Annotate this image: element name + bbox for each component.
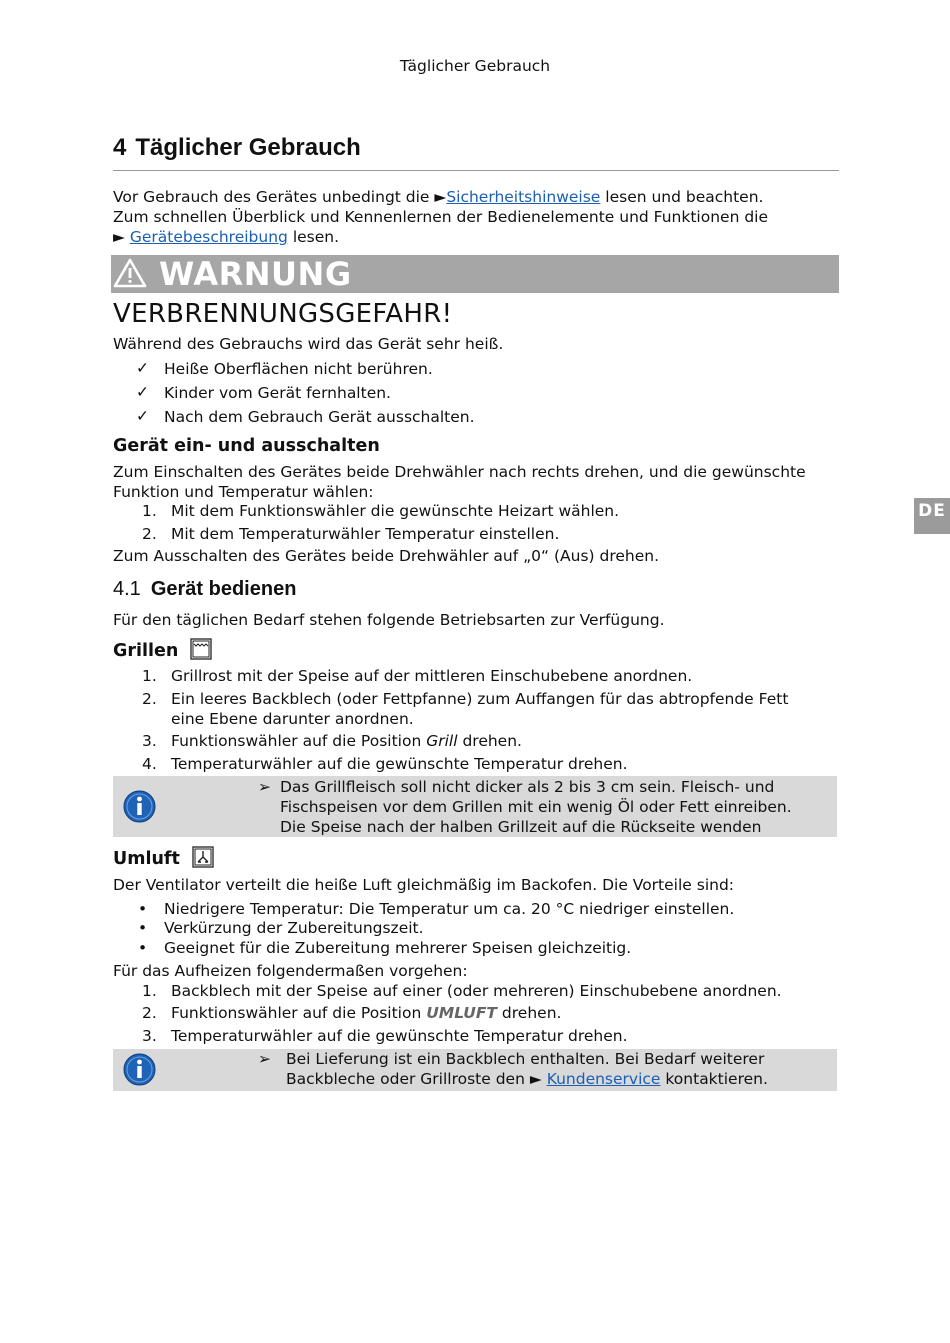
section-title: Gerät bedienen [150,578,297,600]
step-number: 2. [142,690,157,708]
list-item: Niedrigere Temperatur: Die Temperatur um ca. 20 °C niedriger einstellen. [164,900,735,918]
bullet: • [138,919,148,937]
step-number: 1. [142,502,157,520]
chapter-title [113,134,839,171]
check-icon: ✓ [136,359,149,377]
list-item-text: drehen. [497,1004,562,1022]
step-number: 1. [142,982,157,1000]
safety-instructions-link[interactable]: Sicherheitshinweise [446,188,601,206]
bullet: • [138,900,148,918]
danger-title: VERBRENNUNGSGEFAHR! [113,299,453,329]
list-item: Mit dem Temperaturwähler Temperatur einstellen. [171,525,560,543]
list-item: Ein leeres Backblech (oder Fettpfanne) zum Auffangen für das abtropfende Fett [171,690,789,708]
step-number: 3. [142,1027,157,1045]
warning-text: Während des Gebrauchs wird das Gerät sehr heiß. [113,335,504,353]
step-number: 4. [142,755,157,773]
onoff-text: Funktion und Temperatur wählen: [113,483,374,501]
umluft-info-note [113,1049,837,1091]
chapter-number: 4 [113,134,127,161]
intro-text: lesen und beachten. [600,188,764,206]
warning-label: WARNUNG [159,255,352,293]
step-number: 2. [142,1004,157,1022]
grill-icon [190,638,212,660]
preheat-text: Für das Aufheizen folgendermaßen vorgehen: [113,962,468,980]
umluft-note-text [286,1049,768,1089]
list-item: Grillrost mit der Speise auf der mittleren Einschubebene anordnen. [171,667,693,685]
list-item: Verkürzung der Zubereitungszeit. [164,919,424,937]
device-description-link[interactable]: Gerätebeschreibung [129,228,288,246]
grill-heading [113,638,212,661]
running-header: Täglicher Gebrauch [399,57,551,75]
list-item: Geeignet für die Zubereitung mehrerer Speisen gleichzeitig. [164,939,632,957]
step-number: 2. [142,525,157,543]
customer-service-link[interactable]: Kundenservice [546,1070,661,1088]
fan-icon [192,846,214,868]
onoff-heading: Gerät ein- und ausschalten [113,436,380,456]
list-item-text: drehen. [457,732,522,750]
intro-paragraph [113,187,843,247]
grill-info-note [113,776,837,837]
list-item-text: Funktionswähler auf die Position [171,732,427,750]
list-item-continued: eine Ebene darunter anordnen. [171,710,414,728]
chapter-title-text: Täglicher Gebrauch [135,134,361,161]
list-item [171,1004,561,1022]
warning-banner [111,255,839,293]
list-item: Mit dem Funktionswähler die gewünschte Heizart wählen. [171,502,620,520]
list-item-text: Funktionswähler auf die Position [171,1004,427,1022]
list-item [171,732,522,750]
note-line: Bei Lieferung ist ein Backblech enthalten. Bei Bedarf weiterer [286,1050,765,1068]
section-intro: Für den täglichen Bedarf stehen folgende Betriebsarten zur Verfügung. [113,611,665,629]
list-item: Heiße Oberflächen nicht berühren. [164,360,433,378]
section-number: 4.1 [113,578,141,600]
list-item: Temperaturwähler auf die gewünschte Temperatur drehen. [171,1027,628,1045]
bullet: • [138,939,148,957]
grill-heading-text: Grillen [113,641,179,661]
check-icon: ✓ [136,407,149,425]
language-tab: DE [914,498,950,534]
info-icon [123,790,156,823]
note-text: kontaktieren. [660,1070,768,1088]
intro-text: Vor Gebrauch des Gerätes unbedingt die ► [113,188,447,206]
warning-triangle-icon [113,258,147,288]
note-text: Backbleche oder Grillroste den ► [286,1070,547,1088]
grill-position-label: Grill [426,732,458,750]
intro-text: Zum schnellen Überblick und Kennenlernen der Bedienelemente und Funktionen die [113,208,769,226]
note-line: Die Speise nach der halben Grillzeit auf die Rückseite wenden [280,818,762,836]
check-icon: ✓ [136,383,149,401]
umluft-heading [113,846,214,869]
intro-text: lesen. [287,228,340,246]
list-item: Backblech mit der Speise auf einer (oder mehreren) Einschubebene anordnen. [171,982,782,1000]
list-item: Nach dem Gebrauch Gerät ausschalten. [164,408,475,426]
umluft-heading-text: Umluft [113,849,180,869]
list-item: Kinder vom Gerät fernhalten. [164,384,391,402]
grill-note-text [280,777,792,837]
note-line: Fischspeisen vor dem Grillen mit ein wenig Öl oder Fett einreiben. [280,798,792,816]
arrow-bullet-icon: ➢ [258,778,271,796]
section-heading [113,578,296,601]
intro-text: ► [113,228,130,246]
note-line [286,1069,768,1089]
umluft-position-label: UMLUFT [426,1004,497,1022]
onoff-text: Zum Einschalten des Gerätes beide Drehwähler nach rechts drehen, und die gewünschte [113,463,806,481]
umluft-intro: Der Ventilator verteilt die heiße Luft gleichmäßig im Backofen. Die Vorteile sind: [113,876,735,894]
step-number: 1. [142,667,157,685]
list-item: Temperaturwähler auf die gewünschte Temperatur drehen. [171,755,628,773]
note-line: Das Grillfleisch soll nicht dicker als 2 bis 3 cm sein. Fleisch- und [280,778,775,796]
info-icon [123,1053,156,1086]
onoff-off-text: Zum Ausschalten des Gerätes beide Drehwähler auf „0“ (Aus) drehen. [113,547,660,565]
arrow-bullet-icon: ➢ [258,1050,271,1068]
step-number: 3. [142,732,157,750]
